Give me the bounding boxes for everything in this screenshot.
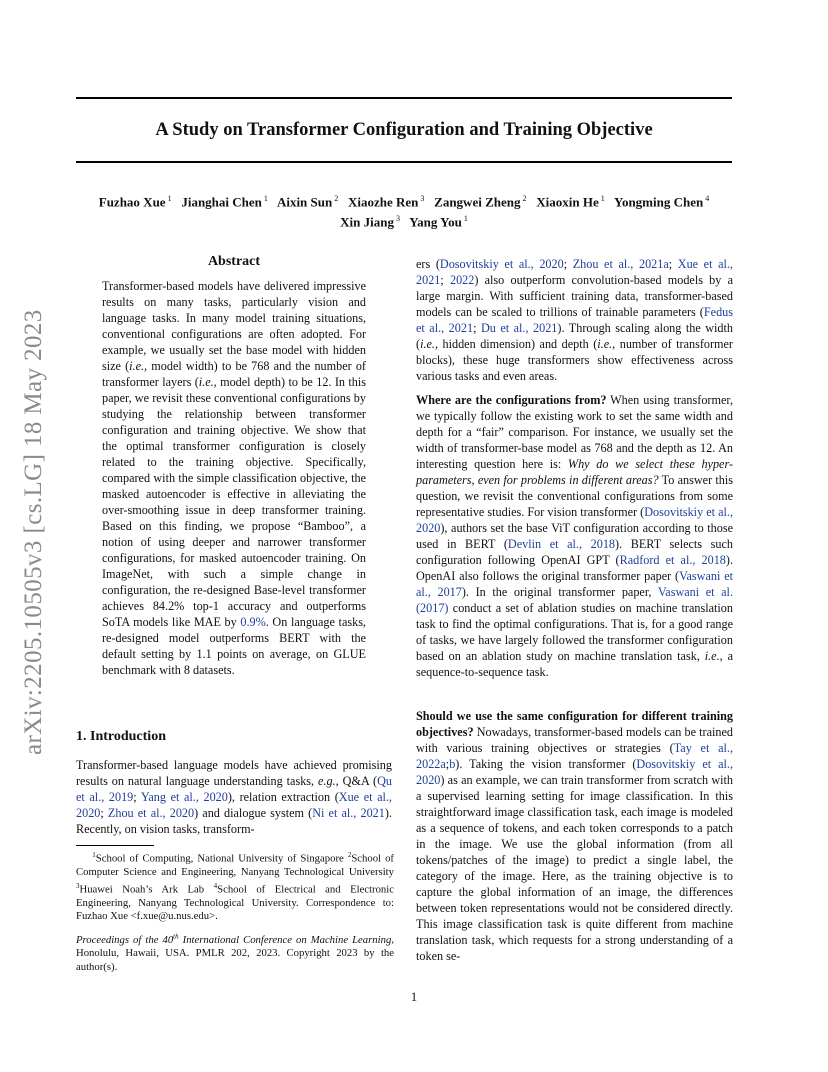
author-affiliation-mark: 2: [520, 194, 527, 203]
author-line-1: [76, 190, 732, 210]
author-list: [76, 190, 732, 231]
author-line-2: [76, 210, 732, 230]
proceedings-note: Proceedings of the 40th International Conference on Machine Learning, Honolulu, Hawaii, USA. PMLR 202, 2023. Copyright 2023 by the author(s).: [76, 932, 394, 973]
page-number: 1: [410, 990, 418, 1004]
author-affiliation-mark: 1: [165, 194, 172, 203]
footnote-rule: [76, 845, 154, 846]
right-paragraph-2: Where are the configurations from? When using transformer, we typically follow the existing work to set the same width and depth for a “fair” comparison. For instance, we usually set the width of transformer-base model as 768 and the depth as 12. An interesting question here is: Why do we select these hyper-parameters, even for problems in different areas? To answer this question, we revisit the conventional configurations from some representative studies. For vision transformer (Dosovitskiy et al., 2020), authors set the base ViT configuration according to those used in BERT (Devlin et al., 2018). BERT selects such configuration following OpenAI GPT (Radford et al., 2018). OpenAI also follows the original transformer paper (Vaswani et al., 2017). In the original transformer paper, Vaswani et al. (2017) conduct a set of ablation studies on machine translation task to find the optimal configurations. That is, for a good range of tasks, we have largely followed the transformer configuration based on an ablation study on machine translation task, i.e., a sequence-to-sequence task.: [416, 393, 734, 679]
top-rule: [76, 97, 732, 99]
author-name: Jianghai Chen: [181, 194, 262, 210]
section-heading-introduction: 1. Introduction: [76, 729, 166, 744]
author-name: Xiaoxin He: [536, 194, 599, 210]
author-affiliation-mark: 4: [703, 194, 710, 203]
author-affiliation-mark: 3: [393, 214, 400, 224]
author-name: Fuzhao Xue: [98, 194, 166, 210]
title-bottom-rule: [76, 161, 732, 163]
abstract-body: Transformer-based models have delivered impressive results on many tasks, particularly vision and language tasks. In many model training situations, conventional configurations are often adopted. For example, we usually set the base model with hidden size (i.e., model width) to be 768 and the number of transformer layers (i.e., model depth) to be 12. In this paper, we revisit these conventional configurations by studying the relationship between transformer configuration and training objective. We show that the optimal transformer configuration is closely related to the training objective. Specifically, compared with the simple classification objective, the masked autoencoder is effective in alleviating the over-smoothing issue in deep transformer training. Based on this finding, we propose “Bamboo”, a notion of using deeper and narrower transformer configurations, for masked autoencoder training. On ImageNet, with such a simple change in configuration, the re-designed Base-level transformer achieves 84.2% top-1 accuracy and outperforms SoTA models like MAE by 0.9%. On language tasks, re-designed model outperforms BERT with the default setting by 1.1 points on average, on GLUE benchmark with 8 datasets.: [102, 279, 366, 677]
author-affiliation-mark: 2: [332, 194, 339, 203]
author-name: Aixin Sun: [276, 194, 333, 210]
intro-paragraph: Transformer-based language models have achieved promising results on natural language understanding tasks, e.g., Q&A (Qu et al., 2019; Yang et al., 2020), relation extraction (Xue et al., 2020; Zhou et al., 2020) and dialogue system (Ni et al., 2021). Recently, on vision tasks, transform-: [76, 758, 392, 836]
abstract-heading: Abstract: [207, 254, 261, 269]
author-affiliation-mark: 3: [418, 194, 425, 203]
footnote-affiliations: $^1$School of Computing, National University of Singapore $^2$School of Computer Science and Engineering, Nanyang Technological University $^3$Huawei Noah’s Ark Lab $^4$School of Electrical and Electronic Engineering, Nanyang Technological University. Correspondence to: Fuzhao Xue <f.xue@u.nus.edu>.: [76, 851, 394, 923]
author-name: Yongming Chen: [614, 194, 704, 210]
right-paragraph-3: Should we use the same configuration for different training objectives? Nowadays, transformer-based models can be trained with various training objectives or strategies (Tay et al., 2022a;b). Taking the vision transformer (Dosovitskiy et al., 2020) as an example, we can train transformer from scratch with a supervised learning setting for image classification. In this straightforward image classification task, each image is modeled as a sequence of tokens, and each token corresponds to a patch in the image. We use the global information (from all tokens/patches of the image) to predict a single label, the category of the image. Here, as the training objective is to capture the global information of an image, the differences between token representations would not be considered directly. This image classification task is quite different from machine translation task, which requests for a strong understanding of a token se-: [416, 709, 733, 963]
author-name: Xiaozhe Ren: [347, 194, 419, 210]
author-affiliation-mark: 1: [261, 194, 268, 203]
paper-title: A Study on Transformer Configuration and Training Objective: [155, 120, 653, 140]
author-name: Xin Jiang: [340, 214, 394, 230]
right-paragraph-1: ers (Dosovitskiy et al., 2020; Zhou et al., 2021a; Xue et al., 2021; 2022) also outperform convolution-based models by a large margin. With sufficient training data, transformer-based models can be scaled to trillions of trainable parameters (Fedus et al., 2021; Du et al., 2021). Through scaling along the width (i.e., hidden dimension) and depth (i.e., number of transformer blocks), these huge transformers show effectiveness across various tasks and even areas.: [416, 257, 733, 383]
arxiv-identifier[interactable]: arXiv:2205.10505v3 [cs.LG] 18 May 2023: [20, 309, 47, 755]
author-name: Yang You: [409, 214, 462, 230]
author-name: Zangwei Zheng: [434, 194, 521, 210]
author-affiliation-mark: 1: [598, 194, 605, 203]
author-affiliation-mark: 1: [461, 214, 468, 224]
